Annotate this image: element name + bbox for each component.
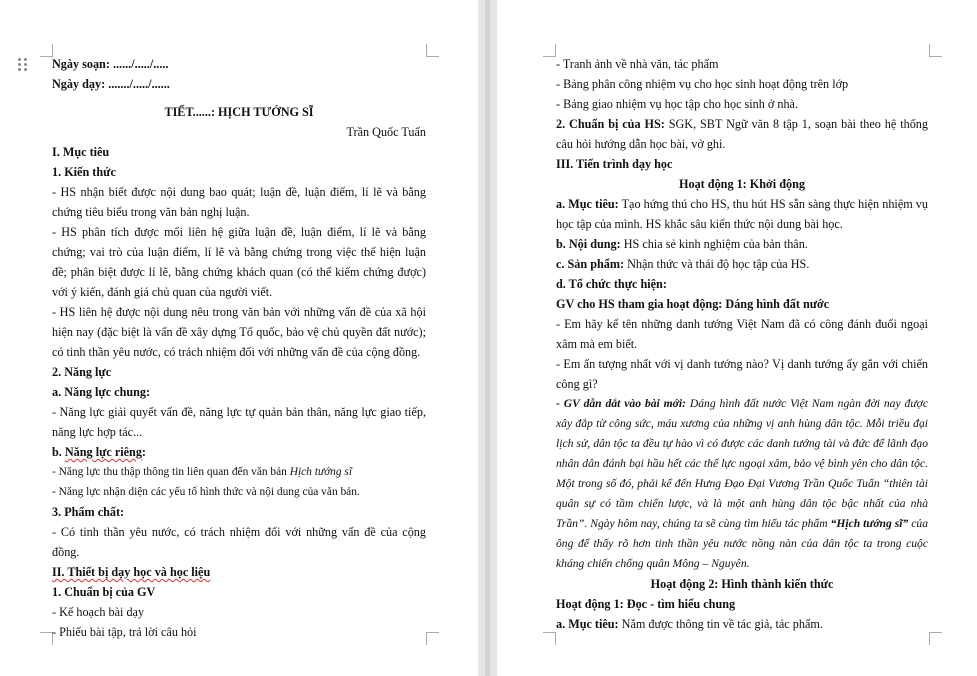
work-title-italic: Hịch tướng sĩ	[289, 466, 353, 478]
question-2: - Em ấn tượng nhất với vị danh tướng nào? Vị danh tướng ấy gắn với chiến công gì?	[556, 357, 928, 391]
specific-competence-prefix: b.	[52, 445, 65, 459]
margin-mark-bottom-left	[543, 632, 556, 645]
activity-product	[556, 254, 928, 274]
specific-competence-item-1	[52, 462, 426, 482]
heading-subactivity-1: Hoạt động 1: Đọc - tìm hiểu chung	[556, 597, 736, 611]
lesson-title: TIẾT......: HỊCH TƯỚNG SĨ	[164, 105, 314, 119]
subactivity-goal-text: Nắm được thông tin về tác giả, tác phẩm.	[618, 617, 823, 631]
activity-content-label: b. Nội dung:	[556, 237, 621, 251]
specific-competence-suffix: :	[141, 445, 146, 459]
student-prep-text: SGK, SBT Ngữ văn 8 tập 1, soạn bài theo hệ thống câu hỏi hướng dẫn học bài, vở ghi.	[556, 117, 928, 151]
lesson-introduction	[556, 394, 928, 574]
specific-competence-item-1-text: - Năng lực thu thập thông tin liên quan đến văn bản	[52, 466, 290, 478]
teacher-activity: GV cho HS tham gia hoạt động: Dáng hình đất nước	[556, 297, 830, 311]
material-item-1: - Tranh ảnh về nhà văn, tác phẩm	[556, 57, 719, 71]
left-page-text[interactable]	[52, 54, 426, 642]
lesson-introduction-label: - GV dẫn dắt vào bài mới:	[556, 397, 686, 410]
work-title-bold: “Hịch tướng sĩ”	[830, 517, 909, 530]
margin-mark-top-left	[543, 44, 556, 57]
heading-objectives: I. Mục tiêu	[52, 145, 110, 159]
qualities-item-1: - Có tinh thần yêu nước, có trách nhiệm đối với những vấn đề của cộng đồng.	[52, 525, 426, 559]
activity-content-text: HS chia sẻ kinh nghiệm của bản thân.	[620, 237, 808, 251]
general-competence-text: - Năng lực giải quyết vấn đề, năng lực tự quản bản thân, năng lực giao tiếp, năng lực hợp tác...	[52, 405, 426, 439]
heading-activity-2: Hoạt động 2: Hình thành kiến thức	[650, 577, 834, 591]
heading-equipment	[52, 562, 426, 582]
specific-competence-label: Năng lực riêng	[64, 445, 142, 459]
document-page-right	[497, 0, 977, 676]
heading-activity-1: Hoạt động 1: Khởi động	[679, 177, 805, 191]
activity-product-label: c. Sản phẩm:	[556, 257, 625, 271]
activity-goal-label: a. Mục tiêu:	[556, 197, 619, 211]
heading-general-competence: a. Năng lực chung:	[52, 385, 151, 399]
margin-mark-top-right	[426, 44, 439, 57]
material-item-2: - Bảng phân công nhiệm vụ cho học sinh hoạt động trên lớp	[556, 77, 849, 91]
activity-content	[556, 234, 928, 254]
right-page-text[interactable]	[556, 54, 928, 634]
date-taught: Ngày dạy: ......./...../......	[52, 77, 170, 91]
activity-organization: d. Tổ chức thực hiện:	[556, 277, 667, 291]
margin-mark-bottom-right	[426, 632, 439, 645]
heading-competence: 2. Năng lực	[52, 365, 112, 379]
document-page-left	[0, 0, 478, 676]
heading-knowledge: 1. Kiến thức	[52, 165, 116, 179]
activity-product-text: Nhận thức và thái độ học tập của HS.	[624, 257, 810, 271]
heading-specific-competence	[52, 442, 426, 462]
margin-mark-top-right	[929, 44, 942, 57]
material-item-3: - Bảng giao nhiệm vụ học tập cho học sinh ở nhà.	[556, 97, 799, 111]
activity-goal	[556, 194, 928, 234]
margin-mark-bottom-right	[929, 632, 942, 645]
subactivity-goal-label: a. Mục tiêu:	[556, 617, 619, 631]
date-prepared: Ngày soạn: ....../...../.....	[52, 57, 169, 71]
specific-competence-item-2: - Năng lực nhận diện các yếu tố hình thức và nội dung của văn bản.	[52, 486, 360, 498]
heading-teacher-prep: 1. Chuẩn bị của GV	[52, 585, 156, 599]
teacher-prep-item-1: - Kế hoạch bài dạy	[52, 605, 145, 619]
teacher-prep-item-2: - Phiếu bài tập, trả lời câu hỏi	[52, 625, 197, 639]
question-1: - Em hãy kể tên những danh tướng Việt Nam đã có công đánh đuổi ngoại xâm mà em biết.	[556, 317, 928, 351]
activity-goal-text: Tạo hứng thú cho HS, thu hút HS sẵn sàng thực hiện nhiệm vụ học tập của mình. HS khắc sâu kiến thức nội dung bài học.	[556, 197, 928, 231]
lesson-introduction-end: của ông để thấy rõ hơn tinh thần yêu nước nồng nàn của dân tộc ta trong cuộc kháng chiến chống quân Mông – Nguyên.	[556, 517, 929, 570]
heading-qualities: 3. Phẩm chất:	[52, 505, 125, 519]
knowledge-item-2: - HS phân tích được mối liên hệ giữa luận đề, luận điểm, lí lẽ và bằng chứng; vai trò của luận điểm, lí lẽ và bằng chứng trong việc thể hiện luận đề; phân biệt được lí lẽ, bằng chứng khách quan (có thể kiểm chứng được) với ý kiến, đánh giá chủ quan của người viết.	[52, 225, 426, 299]
student-prep-label: 2. Chuẩn bị của HS:	[556, 117, 665, 131]
heading-process: III. Tiến trình dạy học	[556, 157, 673, 171]
knowledge-item-1: - HS nhận biết được nội dung bao quát; luận đề, luận điểm, lí lẽ và bằng chứng tiêu biểu trong văn bản nghị luận.	[52, 185, 426, 219]
knowledge-item-3: - HS liên hệ được nội dung nêu trong văn bản với những vấn đề của xã hội hiện nay (đặc biệt là vấn đề xây dựng Tổ quốc, bảo vệ chủ quyền đất nước); có tinh thần yêu nước, có trách nhiệm đối với những vấn đề của cộng đồng.	[52, 305, 426, 359]
table-move-handle-icon[interactable]	[18, 58, 28, 74]
author-line: Trần Quốc Tuấn	[346, 125, 426, 139]
student-prep	[556, 114, 928, 154]
heading-equipment-text: II. Thiết bị dạy học và học liệu	[52, 565, 211, 579]
lesson-introduction-text: Dáng hình đất nước Việt Nam ngàn đời nay được xây đắp từ công sức, máu xương của những vị anh hùng dân tộc. Mỗi triều đại lịch sử, dân tộc ta đều tự hào vì có được các danh tướng tài và đức để lãnh đạo nhân dân đánh bại hầu hết các thế lực ngoại xâm, bảo vệ bình yên cho dân tộc. Một trong số đó, phải kể đến Hưng Đạo Đại Vương Trần Quốc Tuấn “thiên tài quân sự có tầm chiến lược, và là một anh hùng dân tộc bậc nhất của nhà Trần”. Ngày hôm nay, chúng ta sẽ cùng tìm hiểu tác phẩm	[556, 397, 928, 530]
subactivity-goal	[556, 614, 928, 634]
page-gutter	[478, 0, 497, 676]
